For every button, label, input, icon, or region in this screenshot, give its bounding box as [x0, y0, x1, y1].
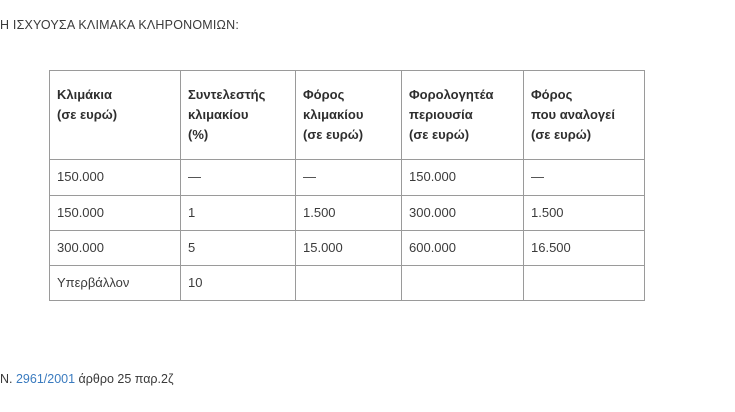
header-line: (σε ευρώ) — [409, 127, 470, 143]
table-cell: 5 — [181, 230, 296, 265]
table-row — [50, 230, 645, 265]
header-line: Κλιμάκια — [57, 87, 113, 102]
footnote-suffix: άρθρο 25 παρ.2ζ — [75, 372, 174, 386]
table-cell: 16.500 — [524, 230, 645, 265]
table-cell: 600.000 — [402, 230, 524, 265]
header-line: Συντελεστής — [188, 87, 266, 102]
inheritance-scale-table-container — [49, 70, 645, 301]
header-line: (σε ευρώ) — [531, 127, 592, 143]
table-row — [50, 265, 645, 300]
header-line: κλιμακίου — [188, 107, 249, 123]
law-link[interactable]: 2961/2001 — [15, 372, 76, 386]
header-line: που αναλογεί — [531, 107, 615, 123]
table-header-cell-forologitea-periousia — [402, 71, 524, 160]
table-header-row — [50, 71, 645, 160]
header-line: κλιμακίου — [303, 107, 364, 123]
table-cell — [524, 265, 645, 300]
table-cell: 10 — [181, 265, 296, 300]
table-cell: — — [524, 160, 645, 195]
table-header-cell-foros-klimakiou — [296, 71, 402, 160]
header-line: (σε ευρώ) — [303, 127, 364, 143]
table-row — [50, 195, 645, 230]
table-cell: 1.500 — [296, 195, 402, 230]
table-cell: 150.000 — [50, 160, 181, 195]
header-line: περιουσία — [409, 107, 473, 123]
inheritance-scale-table — [49, 70, 645, 301]
table-cell — [296, 265, 402, 300]
table-cell: 15.000 — [296, 230, 402, 265]
table-header-cell-foros-pou-analogei — [524, 71, 645, 160]
table-cell: — — [296, 160, 402, 195]
table-cell: Υπερβάλλον — [50, 265, 181, 300]
footnote-prefix: Ν. — [0, 372, 16, 386]
header-line: Φόρος — [531, 87, 573, 102]
table-header-cell-klimakia — [50, 71, 181, 160]
table-cell: 1 — [181, 195, 296, 230]
table-cell — [402, 265, 524, 300]
table-cell: 300.000 — [50, 230, 181, 265]
table-header-cell-syntelestis — [181, 71, 296, 160]
header-line: Φορολογητέα — [409, 87, 494, 102]
header-line: Φόρος — [303, 87, 345, 102]
table-cell: 300.000 — [402, 195, 524, 230]
table-cell: 1.500 — [524, 195, 645, 230]
table-cell: 150.000 — [402, 160, 524, 195]
table-cell: — — [181, 160, 296, 195]
table-row — [50, 160, 645, 195]
header-line: (%) — [188, 127, 209, 143]
table-cell: 150.000 — [50, 195, 181, 230]
law-reference-footnote — [0, 372, 173, 386]
header-line: (σε ευρώ) — [57, 107, 118, 123]
intro-text: Η ΙΣΧΥΟΥΣΑ ΚΛΙΜΑΚΑ ΚΛΗΡΟΝΟΜΙΩΝ: — [0, 18, 240, 32]
